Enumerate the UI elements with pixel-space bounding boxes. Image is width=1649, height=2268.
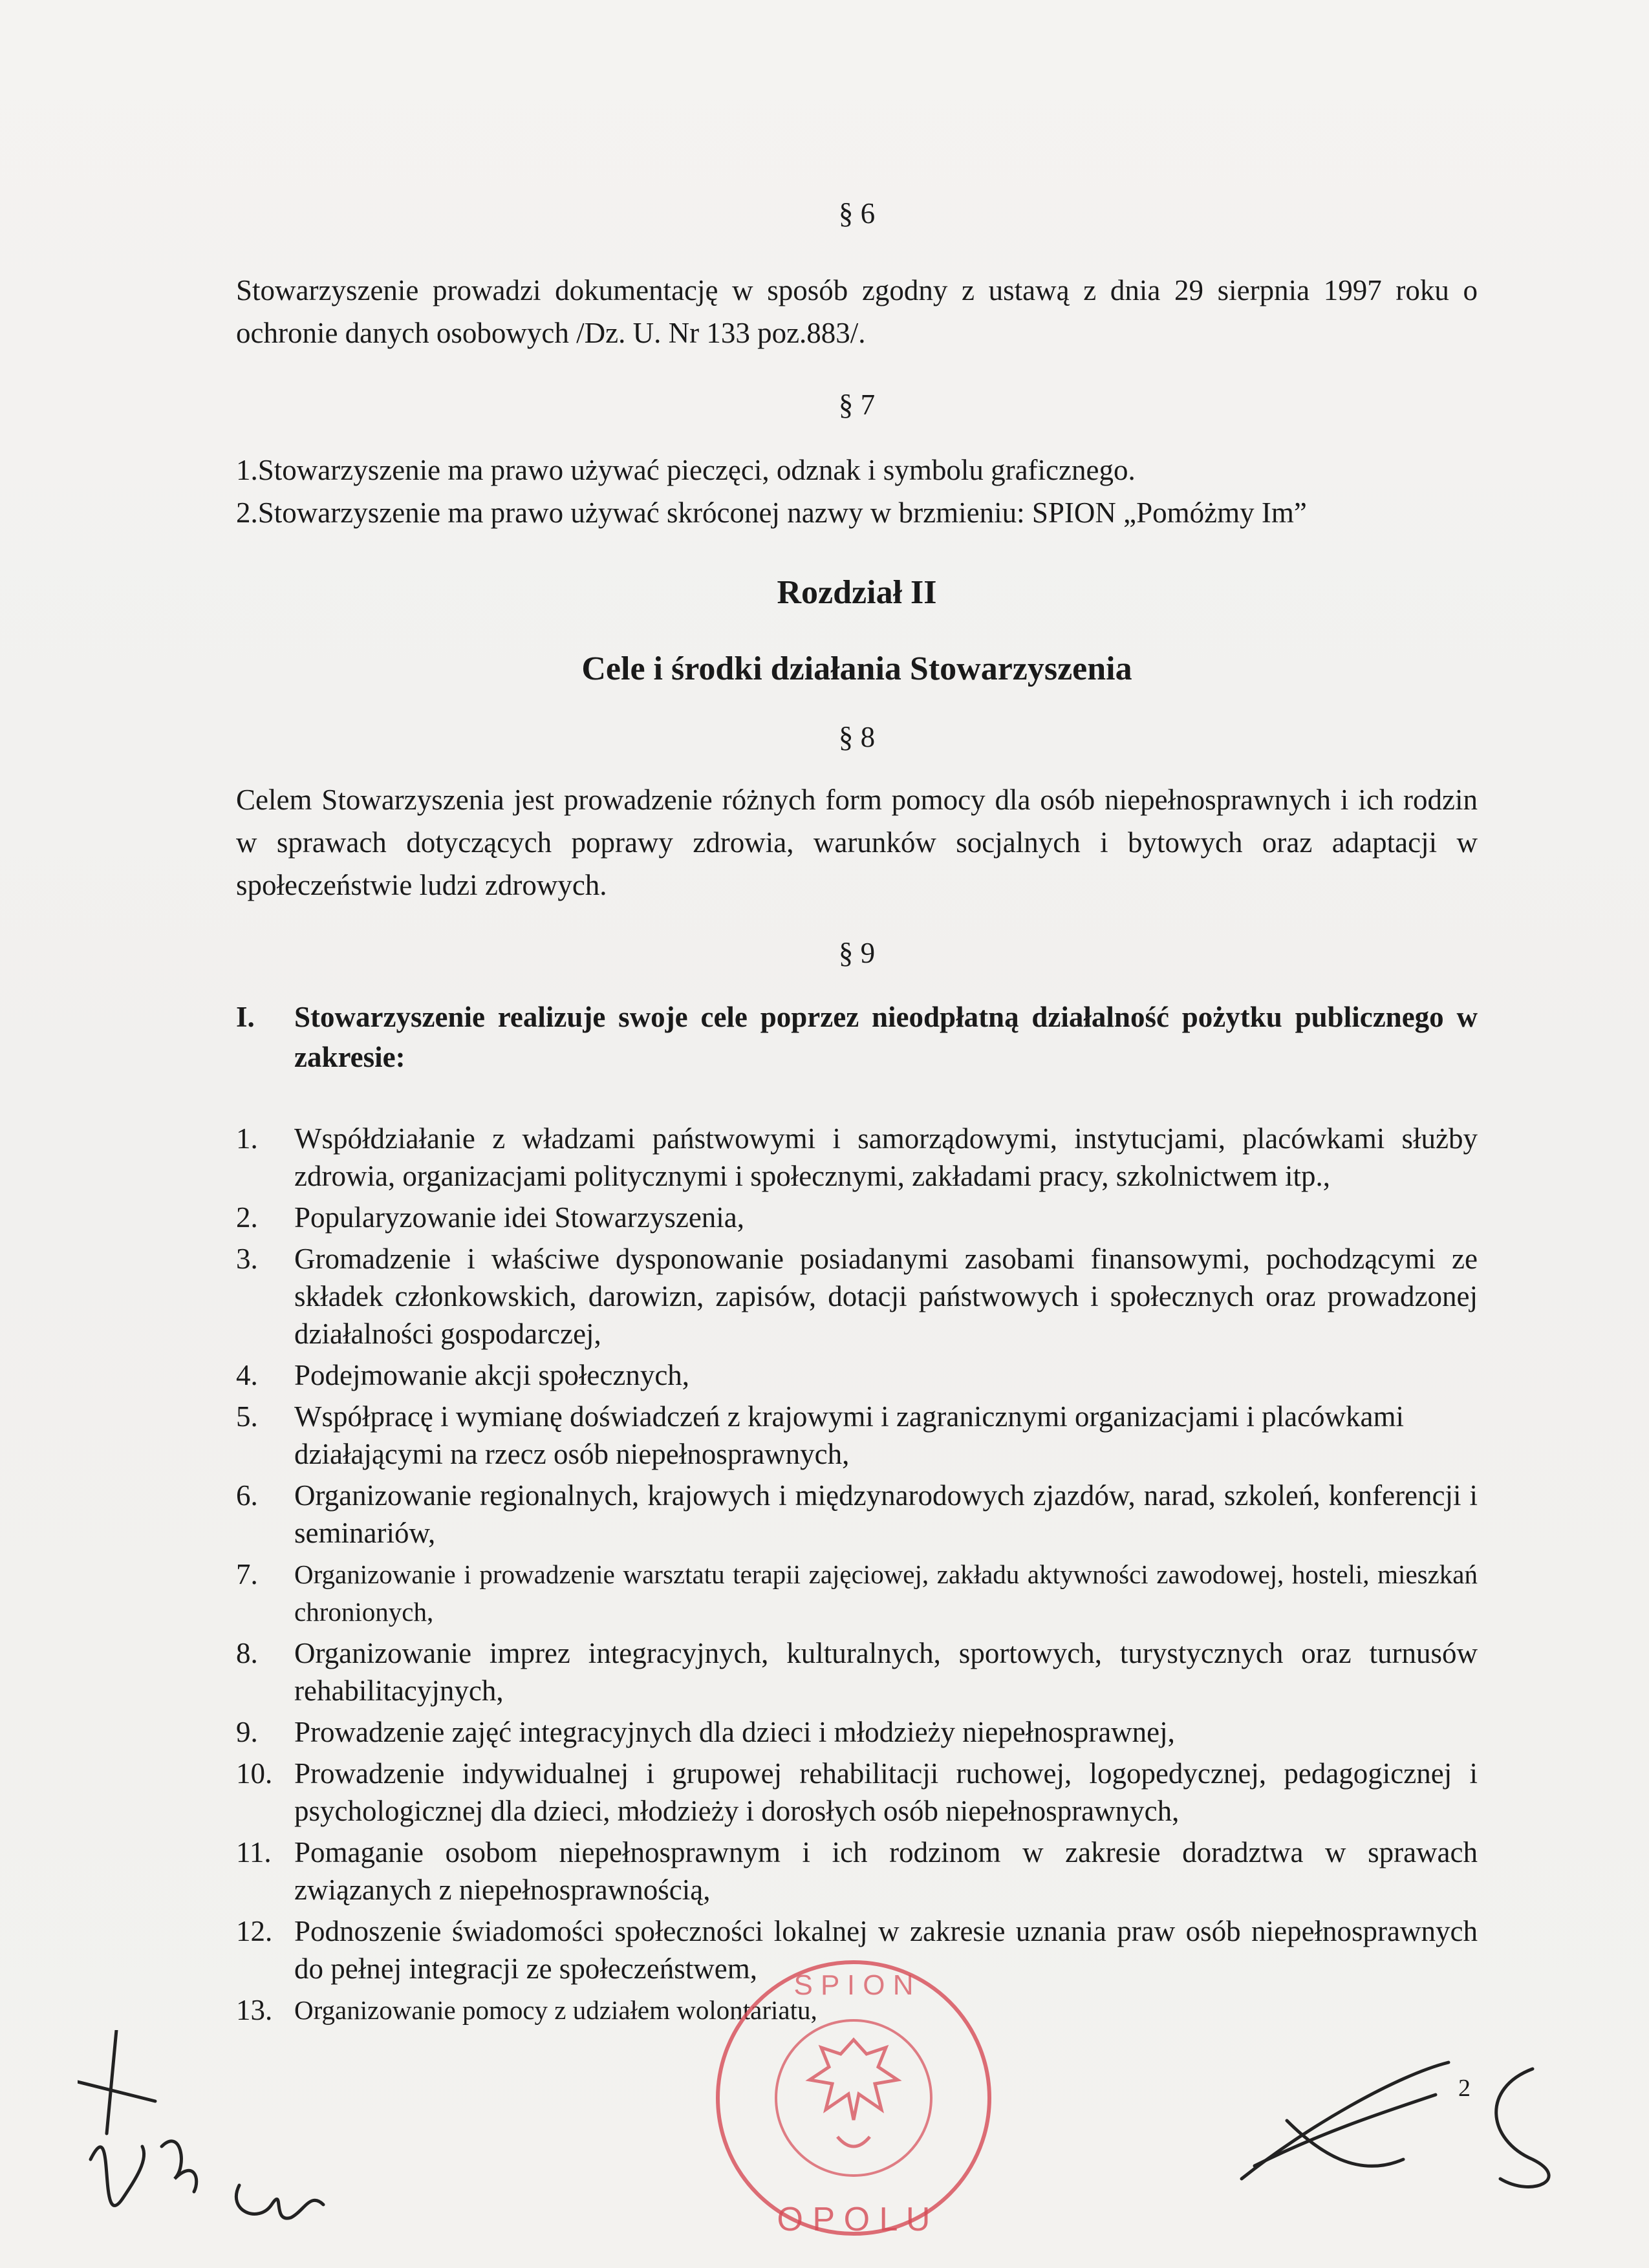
- section-I-heading-text: Stowarzyszenie realizuje swoje cele poprzez nieodpłatną działalność pożytku publicznego w zakresie:: [294, 1001, 1478, 1073]
- list-item: 5. Współpracę i wymianę doświadczeń z krajowymi i zagranicznymi organizacjami i placówkami działającymi na rzecz osób niepełnosprawnych,: [236, 1400, 1405, 1470]
- paragraph-7-line-1: 1.Stowarzyszenie ma prawo używać pieczęci, odznak i symbolu graficznego.: [236, 454, 1136, 486]
- paragraph-8-sign: § 8: [838, 721, 876, 753]
- paragraph-9-sign: § 9: [838, 937, 876, 969]
- list-item: 8. Organizowanie imprez integracyjnych, kulturalnych, sportowych, turystycznych oraz turnusów rehabilitacyjnych,: [236, 1637, 1478, 1707]
- list-item: 12. Podnoszenie świadomości społeczności lokalnej w zakresie uznania praw osób niepełnosprawnych do pełnej integracji ze społeczeństwem,: [236, 1915, 1478, 1985]
- page-number: 2: [1458, 2075, 1471, 2102]
- signature-right: [1229, 2049, 1591, 2205]
- red-stamp-seal: [698, 1943, 1009, 2253]
- list-item: 9. Prowadzenie zajęć integracyjnych dla dzieci i młodzieży niepełnosprawnej,: [236, 1716, 1175, 1748]
- list-item: 11. Pomaganie osobom niepełnosprawnym i ich rodzinom w zakresie doradztwa w sprawach związanych z niepełnosprawnością,: [236, 1836, 1478, 1906]
- section-I-heading: [236, 997, 1478, 1077]
- document-content: [236, 194, 1478, 2033]
- svg-text:O P O L U: O P O L U: [777, 2201, 931, 2238]
- list-item: 4. Podejmowanie akcji społecznych,: [236, 1359, 690, 1391]
- paragraph-7-line-2: 2.Stowarzyszenie ma prawo używać skróconej nazwy w brzmieniu: SPION „Pomóżmy Im”: [236, 497, 1307, 529]
- objectives-list: [236, 1120, 1478, 2029]
- section-I-number: I.: [236, 1001, 255, 1033]
- paragraph-6-sign: § 6: [838, 197, 876, 230]
- svg-text:S P I O N: S P I O N: [793, 1969, 914, 2001]
- list-item: 10. Prowadzenie indywidualnej i grupowej rehabilitacji ruchowej, logopedycznej, pedagogicznej i psychologicznej dla dzieci, młodzieży i dorosłych osób niepełnosprawnych,: [236, 1757, 1478, 1827]
- list-item: 2. Popularyzowanie idei Stowarzyszenia,: [236, 1201, 745, 1234]
- list-item: 1. Współdziałanie z władzami państwowymi i samorządowymi, instytucjami, placówkami służby zdrowia, organizacjami politycznymi i społecznymi, zakładami pracy, szkolnictwem itp.,: [236, 1122, 1478, 1192]
- list-item: 3. Gromadzenie i właściwe dysponowanie posiadanymi zasobami finansowymi, pochodzącymi ze składek członkowskich, darowizn, zapisów, dotacji państwowych i społecznych oraz prowadzonej działalności gospodarczej,: [236, 1243, 1478, 1350]
- paragraph-8-text: Celem Stowarzyszenia jest prowadzenie różnych form pomocy dla osób niepełnosprawnych i ich rodzin w sprawach dotyczących poprawy zdrowia, warunków socjalnych i bytowych oraz adaptacji w społeczeństwie ludzi zdrowych.: [236, 784, 1478, 901]
- paragraph-6-text: Stowarzyszenie prowadzi dokumentację w sposób zgodny z ustawą z dnia 29 sierpnia 1997 roku o ochronie danych osobowych /Dz. U. Nr 133 poz.883/.: [236, 274, 1478, 349]
- signature-left: [78, 2030, 349, 2250]
- list-item: 7. Organizowanie i prowadzenie warsztatu terapii zajęciowej, zakładu aktywności zawodowej, hosteli, mieszkań chronionych,: [236, 1558, 1478, 1627]
- list-item: 13. Organizowanie pomocy z udziałem wolontariatu,: [236, 1994, 817, 2026]
- list-item: 6. Organizowanie regionalnych, krajowych i międzynarodowych zjazdów, narad, szkoleń, konferencji i seminariów,: [236, 1479, 1478, 1549]
- chapter-title: Rozdział II: [777, 574, 937, 611]
- chapter-subtitle: Cele i środki działania Stowarzyszenia: [581, 650, 1132, 687]
- paragraph-7-sign: § 7: [838, 389, 876, 421]
